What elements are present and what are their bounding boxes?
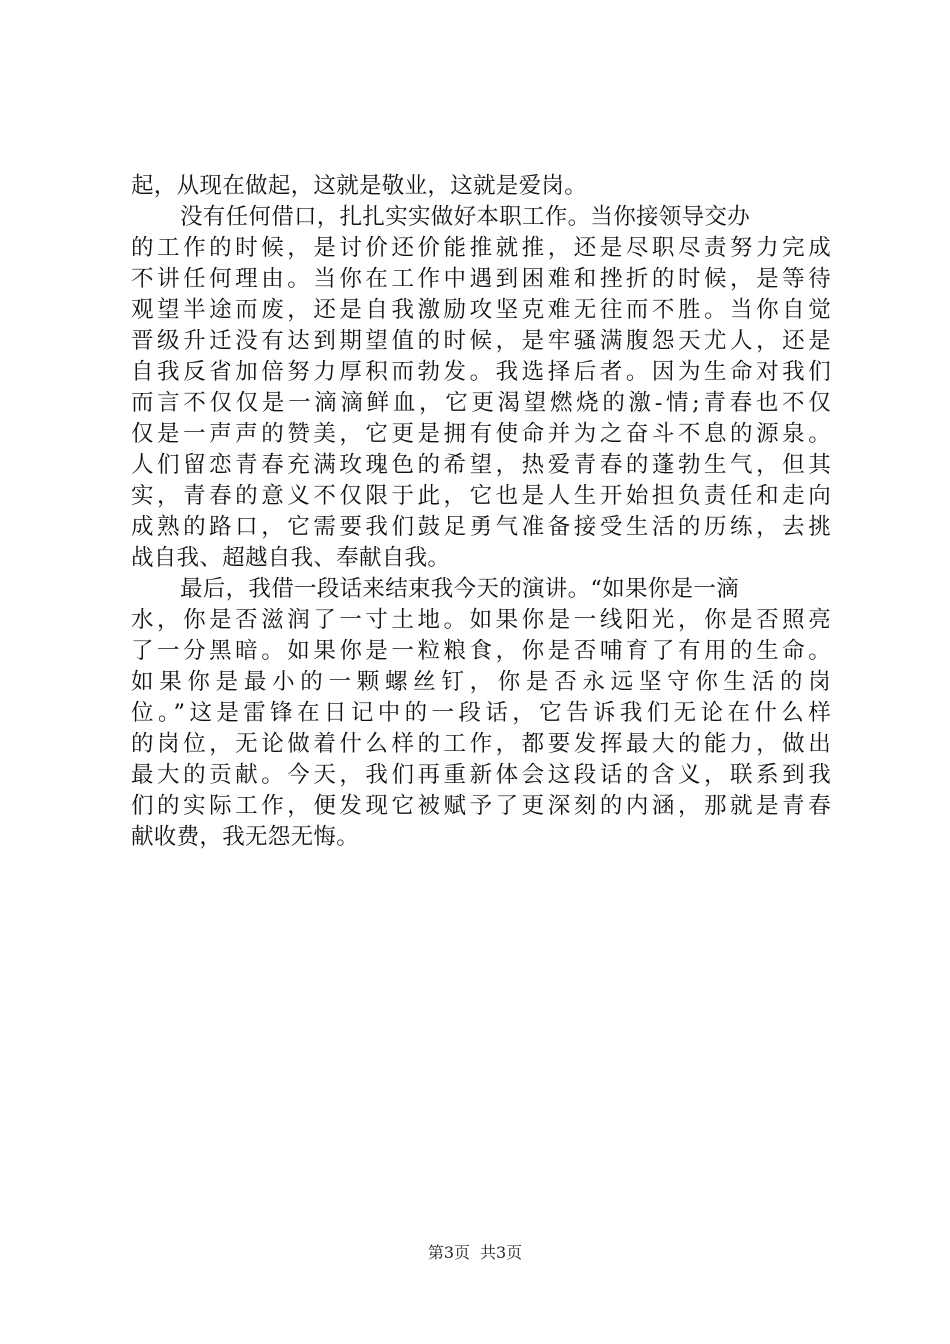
page-footer: [0, 1243, 950, 1263]
text-line: 水，你是否滋润了一寸土地。如果你是一线阳光，你是否照亮: [131, 607, 831, 633]
text-line: 最大的贡献。今天，我们再重新体会这段话的含义，联系到我: [131, 762, 831, 788]
text-line: 的岗位，无论做着什么样的工作，都要发挥最大的能力，做出: [131, 731, 831, 757]
text-line: 晋级升迁没有达到期望值的时候，是牢骚满腹怨天尤人，还是: [131, 328, 831, 354]
text-line: 们的实际工作，便发现它被赋予了更深刻的内涵，那就是青春: [131, 793, 831, 819]
text-line: 仅是一声声的赞美，它更是拥有使命并为之奋斗不息的源泉。: [131, 421, 831, 447]
text-line: 的工作的时候，是讨价还价能推就推，还是尽职尽责努力完成: [131, 235, 831, 261]
text-line: 成熟的路口，它需要我们鼓足勇气准备接受生活的历练，去挑: [131, 514, 831, 540]
text-line: 献收费，我无怨无悔。: [131, 824, 360, 850]
text-line: 自我反省加倍努力厚积而勃发。我选择后者。因为生命对我们: [131, 359, 831, 385]
paragraph-first-line: 最后，我借一段话来结束我今天的演讲。“如果你是一滴: [180, 576, 740, 602]
text-line: 起，从现在做起，这就是敬业，这就是爱岗。: [131, 173, 588, 199]
text-line: 战自我、超越自我、奉献自我。: [131, 545, 451, 571]
page-number: 第3页: [427, 1243, 470, 1262]
text-line: 观望半途而废，还是自我激励攻坚克难无往而不胜。当你自觉: [131, 297, 831, 323]
text-line: 如果你是最小的一颗螺丝钉，你是否永远坚守你生活的岗: [131, 669, 831, 695]
text-line: 不讲任何理由。当你在工作中遇到困难和挫折的时候，是等待: [131, 266, 831, 292]
paragraph-first-line: 没有任何借口，扎扎实实做好本职工作。当你接领导交办: [180, 204, 751, 230]
text-line: 位。”这是雷锋在日记中的一段话，它告诉我们无论在什么样: [131, 700, 831, 726]
text-line: 了一分黑暗。如果你是一粒粮食，你是否哺育了有用的生命。: [131, 638, 831, 664]
text-line: 而言不仅仅是一滴滴鲜血，它更渴望燃烧的激-情;青春也不仅: [131, 390, 831, 416]
text-line: 实，青春的意义不仅限于此，它也是人生开始担负责任和走向: [131, 483, 831, 509]
page-total: 共3页: [480, 1243, 523, 1262]
text-line: 人们留恋青春充满玫瑰色的希望，热爱青春的蓬勃生气，但其: [131, 452, 831, 478]
document-body: [131, 171, 831, 853]
